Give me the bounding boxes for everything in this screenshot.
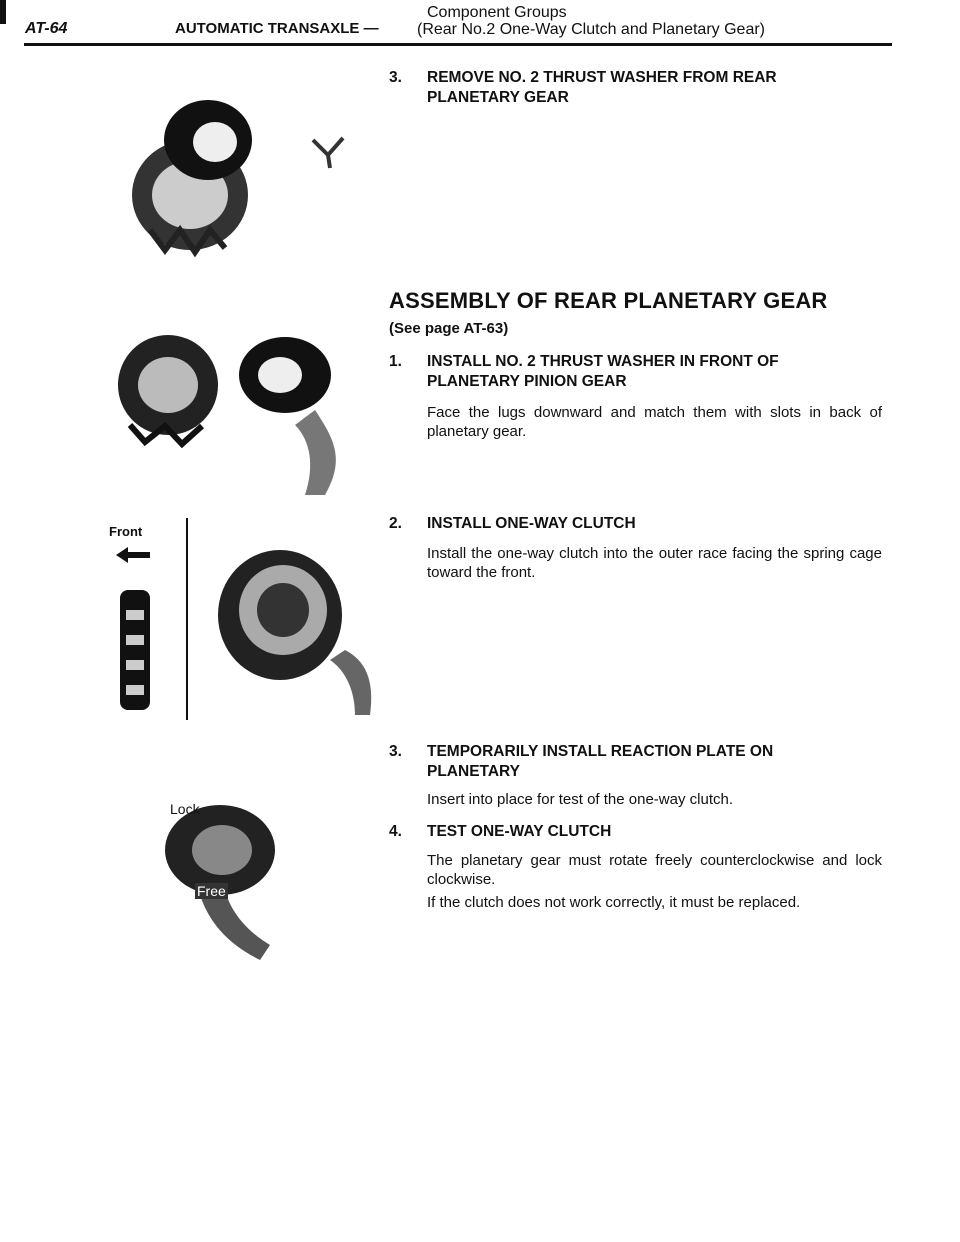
- hand: [330, 650, 371, 715]
- hand: [295, 410, 336, 495]
- step-body: Face the lugs downward and match them with slots in back of planetary gear.: [427, 404, 882, 440]
- component-groups-label: Component Groups: [427, 4, 567, 21]
- step-number: 4.: [389, 823, 402, 840]
- removal-step: [389, 68, 869, 112]
- one-way-clutch-side-view: [116, 590, 156, 710]
- step-body: The planetary gear must rotate freely counterclockwise and lock clockwise.: [427, 852, 882, 888]
- step-number: 1.: [389, 353, 402, 370]
- header-rule: [24, 43, 892, 46]
- washer-hole: [258, 357, 302, 393]
- washer-hole: [193, 122, 237, 162]
- step-body: If the clutch does not work correctly, it must be replaced.: [427, 894, 801, 911]
- assembly-step-3: [389, 742, 869, 786]
- step-number: 3.: [389, 743, 402, 760]
- section-heading: ASSEMBLY OF REAR PLANETARY GEAR: [389, 288, 828, 313]
- page-corner-mark: [0, 0, 6, 24]
- gear-center: [192, 825, 252, 875]
- see-page-reference: (See page AT-63): [389, 320, 509, 337]
- step-body: Install the one-way clutch into the outer race facing the spring cage toward the front.: [427, 545, 882, 581]
- assembly-step-4: [389, 822, 869, 844]
- step-title: REMOVE NO. 2 THRUST WASHER FROM REAR PLANETARY GEAR: [427, 69, 777, 106]
- figure-install-thrust-washer: [110, 330, 380, 500]
- free-label: Free: [197, 883, 226, 899]
- step-title: TEST ONE-WAY CLUTCH: [427, 823, 612, 840]
- washer-install-illustration: [110, 330, 380, 500]
- clutch-center: [257, 583, 309, 637]
- hand: [200, 890, 270, 960]
- front-label: Front: [109, 524, 143, 539]
- hand-tool-icon: [308, 130, 348, 170]
- planetary-gear-illustration: [120, 80, 280, 260]
- figure-thrust-washer-removal: [120, 80, 280, 260]
- assembly-step-1: [389, 352, 869, 396]
- step-title: TEMPORARILY INSTALL REACTION PLATE ON PLANETARY: [427, 743, 774, 780]
- clutch-installation-photo: [205, 530, 395, 720]
- step-number: 3.: [389, 69, 402, 86]
- step-body: Insert into place for test of the one-way clutch.: [427, 791, 733, 808]
- lock-label: Lock: [170, 801, 200, 817]
- page-number: AT-64: [25, 20, 68, 37]
- section-title: AUTOMATIC TRANSAXLE —: [175, 20, 379, 37]
- assembly-step-2: [389, 514, 869, 536]
- header-subtitle: (Rear No.2 One-Way Clutch and Planetary Gear): [417, 21, 765, 38]
- figure-test-one-way-clutch: [150, 795, 290, 965]
- step-number: 2.: [389, 515, 402, 532]
- figure-divider: [186, 518, 188, 720]
- gear-center: [138, 357, 198, 413]
- step-title: INSTALL ONE-WAY CLUTCH: [427, 515, 636, 532]
- front-arrow-icon: [114, 545, 154, 565]
- clutch-test-photo: [150, 795, 290, 965]
- step-title: INSTALL NO. 2 THRUST WASHER IN FRONT OF PLANETARY PINION GEAR: [427, 353, 779, 390]
